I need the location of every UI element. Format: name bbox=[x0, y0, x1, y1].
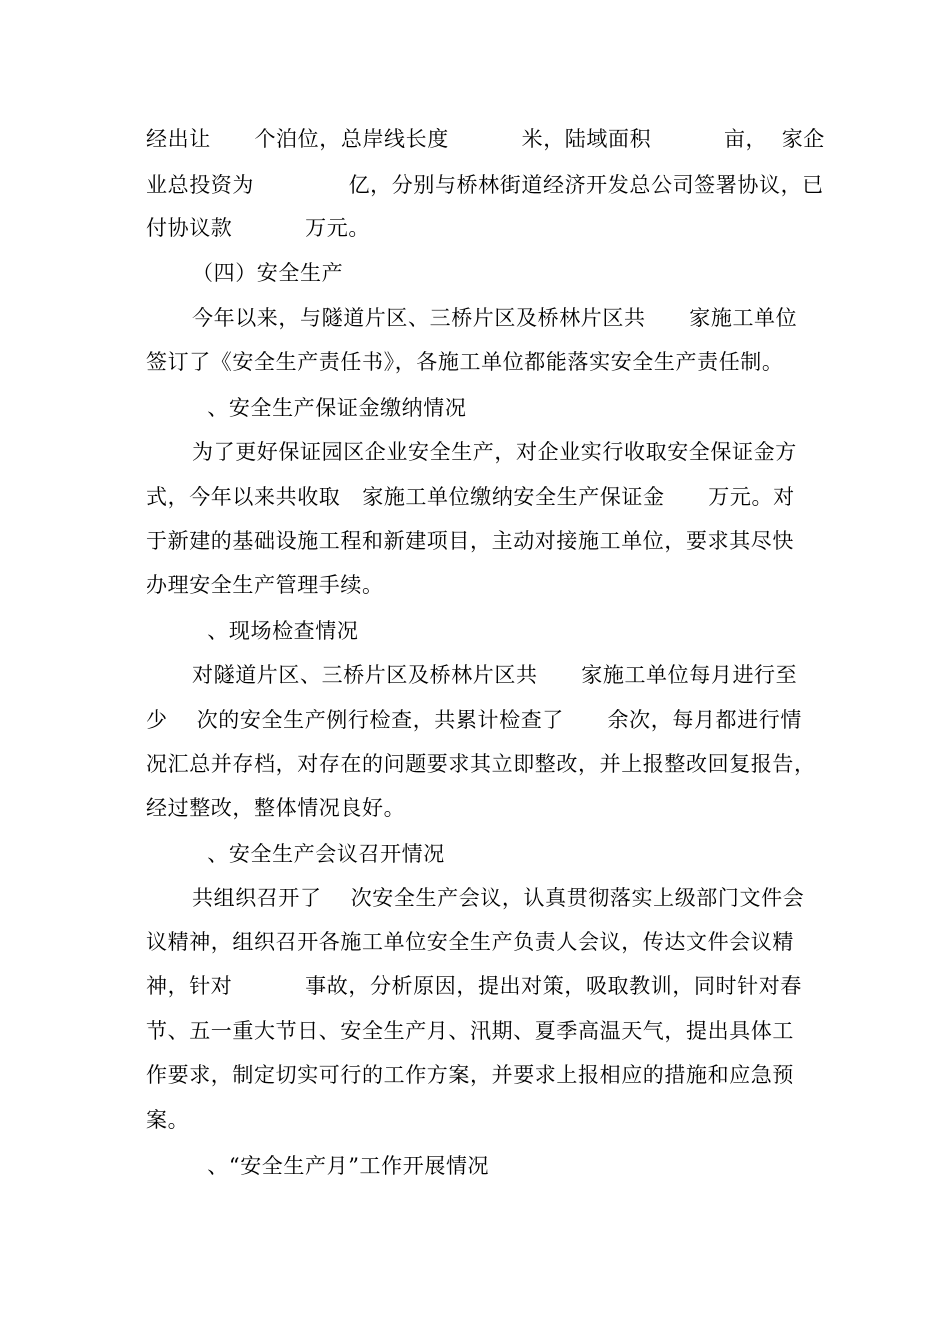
paragraph-line: 少 次的安全生产例行检查，共累计检查了 余次，每月都进行情 bbox=[146, 708, 802, 732]
paragraph-line: 为了更好保证园区企业安全生产，对企业实行收取安全保证金方 bbox=[192, 440, 797, 464]
paragraph-line: 式，今年以来共收取 家施工单位缴纳安全生产保证金 万元。对 bbox=[146, 485, 795, 509]
paragraph-line: 节、五一重大节日、安全生产月、汛期、夏季高温天气，提出具体工 bbox=[146, 1019, 794, 1043]
paragraph-line: 于新建的基础设施工程和新建项目，主动对接施工单位，要求其尽快 bbox=[146, 529, 794, 553]
paragraph-line: 共组织召开了 次安全生产会议，认真贯彻落实上级部门文件会 bbox=[192, 886, 805, 910]
paragraph-line: 况汇总并存档，对存在的问题要求其立即整改，并上报整改回复报告， bbox=[146, 752, 816, 776]
section-heading: （四）安全生产 bbox=[192, 261, 344, 285]
subsection-heading: 、“安全生产月”工作开展情况 bbox=[200, 1154, 490, 1178]
paragraph-line: 议精神，组织召开各施工单位安全生产负责人会议，传达文件会议精 bbox=[146, 930, 794, 954]
paragraph-line: 经出让 个泊位，总岸线长度 米，陆域面积 亩， 家企 bbox=[146, 127, 825, 151]
paragraph-line: 经过整改，整体情况良好。 bbox=[146, 796, 406, 820]
paragraph-line: 业总投资为 亿，分别与桥林街道经济开发总公司签署协议，已 bbox=[146, 173, 824, 197]
paragraph-line: 神，针对 事故，分析原因，提出对策，吸取教训，同时针对春 bbox=[146, 974, 802, 998]
paragraph-line: 今年以来，与隧道片区、三桥片区及桥林片区共 家施工单位 bbox=[192, 306, 798, 330]
subsection-heading: 、安全生产会议召开情况 bbox=[200, 842, 445, 866]
subsection-heading: 、安全生产保证金缴纳情况 bbox=[200, 396, 467, 420]
paragraph-line: 案。 bbox=[146, 1108, 190, 1132]
paragraph-line: 作要求，制定切实可行的工作方案，并要求上报相应的措施和应急预 bbox=[146, 1063, 794, 1087]
paragraph-line: 办理安全生产管理手续。 bbox=[146, 573, 384, 597]
paragraph-line: 签订了《安全生产责任书》，各施工单位都能落实安全生产责任制。 bbox=[146, 350, 784, 374]
subsection-heading: 、现场检查情况 bbox=[200, 619, 359, 643]
paragraph-line: 对隧道片区、三桥片区及桥林片区共 家施工单位每月进行至 bbox=[192, 663, 798, 687]
paragraph-line: 付协议款 万元。 bbox=[146, 216, 370, 240]
